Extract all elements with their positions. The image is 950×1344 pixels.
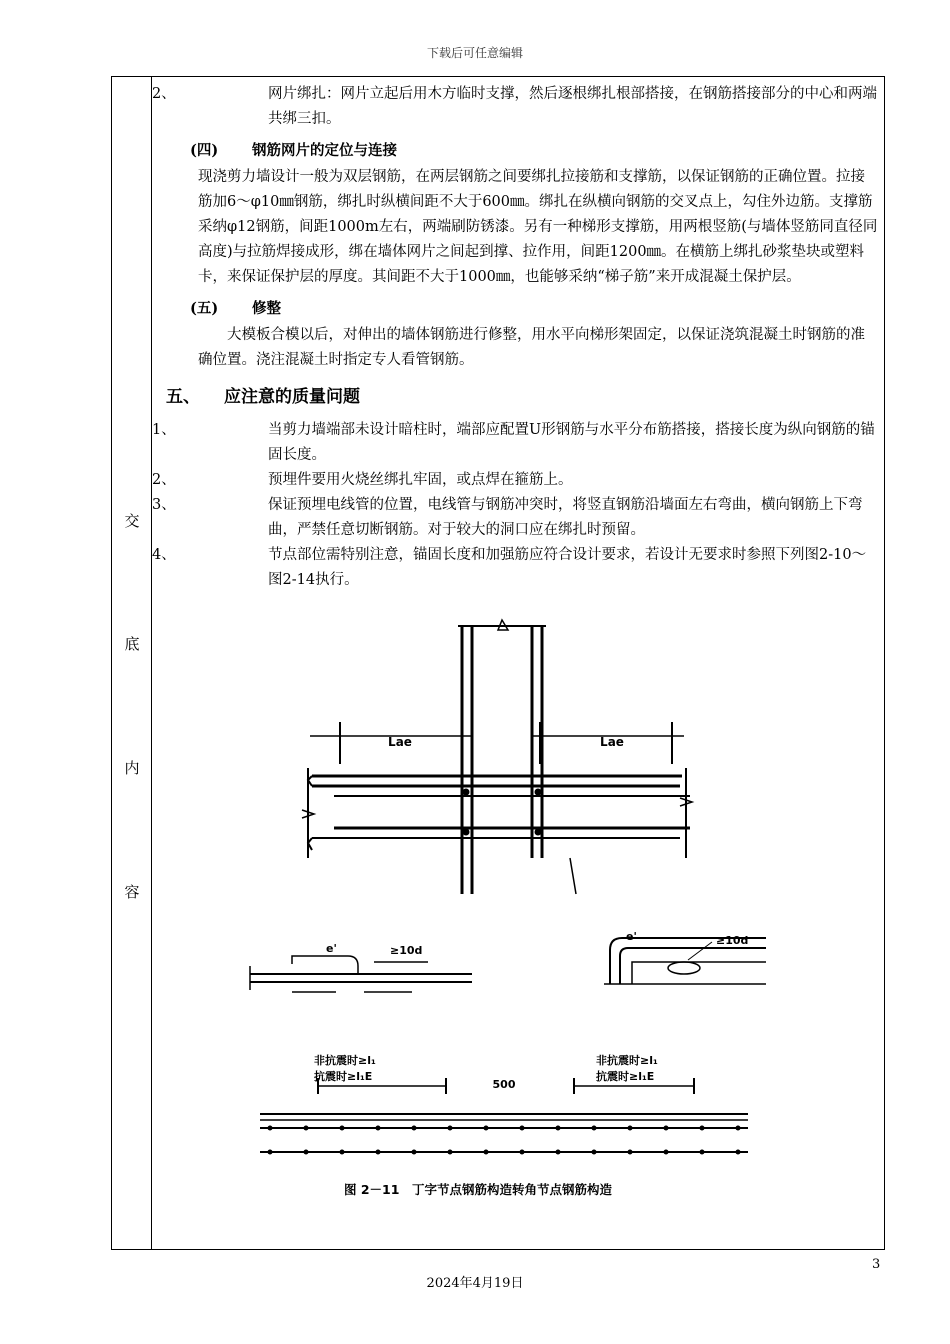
list-item — [152, 82, 878, 132]
ge10d-right-label: ≥10d — [716, 934, 749, 947]
seismic-right-label: 抗震时≥l₁E — [596, 1070, 655, 1083]
rebar-dots — [268, 1126, 741, 1155]
page-header: 下载后可任意编辑 — [426, 46, 523, 60]
nonseismic-left-label: 非抗震时≥l₁ — [314, 1054, 376, 1067]
list-item — [152, 468, 878, 493]
paragraph: 现浇剪力墙设计一般为双层钢筋，在两层钢筋之间要绑扎拉接筋和支撑筋，以保证钢筋的正确位置。拉接筋加6～φ10㎜钢筋，绑扎时纵横间距不大于600㎜。绑扎在纵横向钢筋的交叉点上，勾住外边筋。支撑筋采纳φ12钢筋，间距1000m左右，两端刷防锈漆。另有一种梯形支撑筋，用两根竖筋(与墙体竖筋同直径同高度)与拉筋焊接成形，绑在墙体网片之间起到撑、拉作用，间距1200㎜。在横筋上绑扎砂浆垫块或塑料卡，来保证保护层的厚度。其间距不大于1000㎜，也能够采纳“梯子筋”来开成混凝土保护层。 — [198, 169, 878, 285]
item-number: 2、 — [152, 472, 176, 488]
item-number: 2、 — [152, 86, 176, 102]
footer-date: 2024年4月19日 — [426, 1276, 524, 1291]
item-text: 保证预埋电线管的位置，电线管与钢筋冲突时，将竖直钢筋沿墙面左右弯曲，横向钢筋上下弯曲，严禁任意切断钢筋。对于较大的洞口应在绑扎时预留。 — [268, 497, 863, 538]
page-number: 3 — [872, 1257, 881, 1272]
e-right-label: e' — [626, 930, 637, 943]
side-label-char-1: 交 — [124, 512, 140, 530]
nonseismic-right-label: 非抗震时≥l₁ — [596, 1054, 658, 1067]
rebar-detail-figure — [240, 618, 770, 1208]
t-joint-drawing — [302, 620, 692, 894]
side-label-char-3: 内 — [124, 759, 140, 777]
column-divider — [151, 76, 152, 1250]
side-label-char-2: 底 — [124, 635, 140, 653]
section-title: 应注意的质量问题 — [224, 387, 360, 407]
paragraph: 大模板合模以后，对伸出的墙体钢筋进行修整，用水平向梯形架固定，以保证浇筑混凝土时钢筋的准确位置。浇注混凝土时指定专人看管钢筋。 — [198, 327, 865, 368]
item-number: 3、 — [152, 497, 176, 513]
list-item — [152, 418, 878, 468]
subsection-heading-5 — [190, 296, 878, 321]
lae-left-label: Lae — [388, 735, 412, 749]
figure-caption: 图 2－11 丁字节点钢筋构造转角节点钢筋构造 — [344, 1182, 612, 1197]
item-text: 预埋件要用火烧丝绑扎牢固，或点焊在箍筋上。 — [268, 472, 573, 488]
subsection-title: 修整 — [252, 300, 281, 317]
subsection-label: (五) — [190, 300, 219, 317]
ge10d-left-label: ≥10d — [390, 944, 423, 957]
item-number: 4、 — [152, 547, 176, 563]
side-label-char-4: 容 — [124, 883, 140, 901]
subsection-label: (四) — [190, 142, 219, 159]
list-item — [152, 493, 878, 543]
subsection-title: 钢筋网片的定位与连接 — [252, 142, 397, 159]
section-heading — [166, 385, 878, 410]
item-number: 1、 — [152, 422, 176, 438]
lap-splice-drawing — [250, 956, 472, 992]
section-label: 五、 — [166, 387, 200, 407]
item-text: 节点部位需特别注意，锚固长度和加强筋应符合设计要求，若设计无要求时参照下列图2-10～图2-14执行。 — [268, 547, 867, 588]
subsection-heading-4 — [190, 138, 878, 163]
content-area — [152, 82, 878, 593]
item-text: 网片绑扎：网片立起后用木方临时支撑，然后逐根绑扎根部搭接，在钢筋搭接部分的中心和两端共绑三扣。 — [268, 86, 877, 127]
list-item — [152, 543, 878, 593]
seismic-left-label: 抗震时≥l₁E — [314, 1070, 373, 1083]
spacing-label: 500 — [492, 1078, 516, 1091]
item-text: 当剪力墙端部未设计暗柱时，端部应配置U形钢筋与水平分布筋搭接，搭接长度为纵向钢筋的锚固长度。 — [268, 422, 875, 463]
e-left-label: e' — [326, 942, 337, 955]
lae-right-label: Lae — [600, 735, 624, 749]
